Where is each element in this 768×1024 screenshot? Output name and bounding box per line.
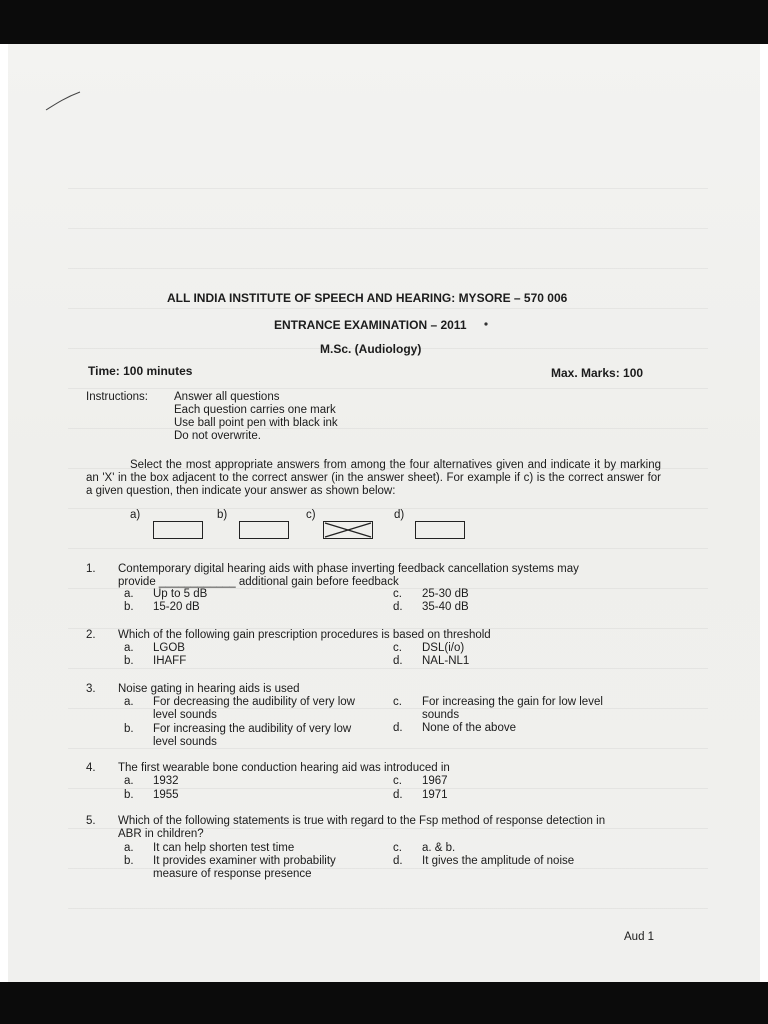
max-marks: Max. Marks: 100 [551,366,644,380]
option-text: 1932 [153,775,179,787]
question-text: The first wearable bone conduction hearing aid was introduced in [118,762,450,774]
instruction-item: Each question carries one mark [174,404,336,416]
question-text: Which of the following statements is true with regard to the Fsp method of response detection in [118,815,606,827]
scan-border-bottom [0,982,768,1024]
option-text: a. & b. [422,842,456,854]
option-text: It can help shorten test time [153,842,295,854]
option-label: c. [393,775,402,787]
example-option-label: b) [217,509,228,521]
option-label: b. [124,655,134,667]
question-number: 1. [86,563,96,575]
option-text: sounds [422,709,460,721]
option-text: level sounds [153,736,217,748]
question-number: 5. [86,815,96,827]
exam-title: ENTRANCE EXAMINATION – 2011 [274,318,467,332]
option-text: It gives the amplitude of noise [422,855,575,867]
option-text: For increasing the gain for low level [422,696,603,708]
option-text: 1955 [153,789,179,801]
question-number: 2. [86,629,96,641]
question-text: ABR in children? [118,828,204,840]
institute-title: ALL INDIA INSTITUTE OF SPEECH AND HEARING: MYSORE – 570 006 [167,291,568,305]
option-label: b. [124,601,134,613]
option-label: d. [393,601,403,613]
question-number: 3. [86,683,96,695]
option-text: 1971 [422,789,448,801]
option-text: For decreasing the audibility of very low [153,696,355,708]
option-text: IHAFF [153,655,187,667]
question-text: Noise gating in hearing aids is used [118,683,300,695]
instruction-item: Answer all questions [174,391,280,403]
option-label: b. [124,789,134,801]
instruction-item: Use ball point pen with black ink [174,417,338,429]
option-label: c. [393,642,402,654]
example-answer-box-d [415,521,465,539]
option-label: b. [124,723,134,735]
option-label: c. [393,696,402,708]
question-text: Contemporary digital hearing aids with phase inverting feedback cancellation systems may [118,563,579,575]
pen-stroke-mark [44,88,84,114]
option-text: level sounds [153,709,217,721]
question-number: 4. [86,762,96,774]
example-option-label: c) [306,509,316,521]
option-text: 35-40 dB [422,601,469,613]
instruction-item: Do not overwrite. [174,430,261,442]
option-label: b. [124,855,134,867]
example-option-label: d) [394,509,405,521]
answer-directions: Select the most appropriate answers from among the four alternatives given and indicate it by marking an 'X' in the box adjacent to the correct answer (in the answer sheet). For example if c) is the correct answer for a given question, then indicate your answer as shown below: [86,459,661,497]
option-label: a. [124,842,134,854]
option-label: d. [393,855,403,867]
option-text: 25-30 dB [422,588,469,600]
example-answer-box-b [239,521,289,539]
page-code-footer: Aud 1 [624,931,655,943]
option-label: d. [393,722,403,734]
option-text: NAL-NL1 [422,655,470,667]
option-text: It provides examiner with probability [153,855,336,867]
option-text: LGOB [153,642,185,654]
x-mark-icon [323,521,373,539]
option-text: measure of response presence [153,868,312,880]
question-text: Which of the following gain prescription procedures is based on threshold [118,629,491,641]
option-label: a. [124,775,134,787]
option-label: a. [124,696,134,708]
example-answer-box-c-marked [323,521,373,539]
question-text: provide ____________ additional gain before feedback [118,576,399,588]
scan-border-top [0,0,768,44]
option-label: c. [393,588,402,600]
option-label: d. [393,789,403,801]
instructions-label: Instructions: [86,391,148,403]
option-text: None of the above [422,722,516,734]
option-text: 15-20 dB [153,601,200,613]
option-text: 1967 [422,775,448,787]
option-label: a. [124,588,134,600]
ink-blot [483,321,489,327]
example-answer-box-a [153,521,203,539]
option-label: d. [393,655,403,667]
option-label: a. [124,642,134,654]
option-text: Up to 5 dB [153,588,208,600]
exam-paper-page [8,44,760,982]
option-label: c. [393,842,402,854]
option-text: DSL(i/o) [422,642,465,654]
example-option-label: a) [130,509,141,521]
course-title: M.Sc. (Audiology) [320,342,422,356]
option-text: For increasing the audibility of very low [153,723,352,735]
time-allowed: Time: 100 minutes [88,364,193,378]
